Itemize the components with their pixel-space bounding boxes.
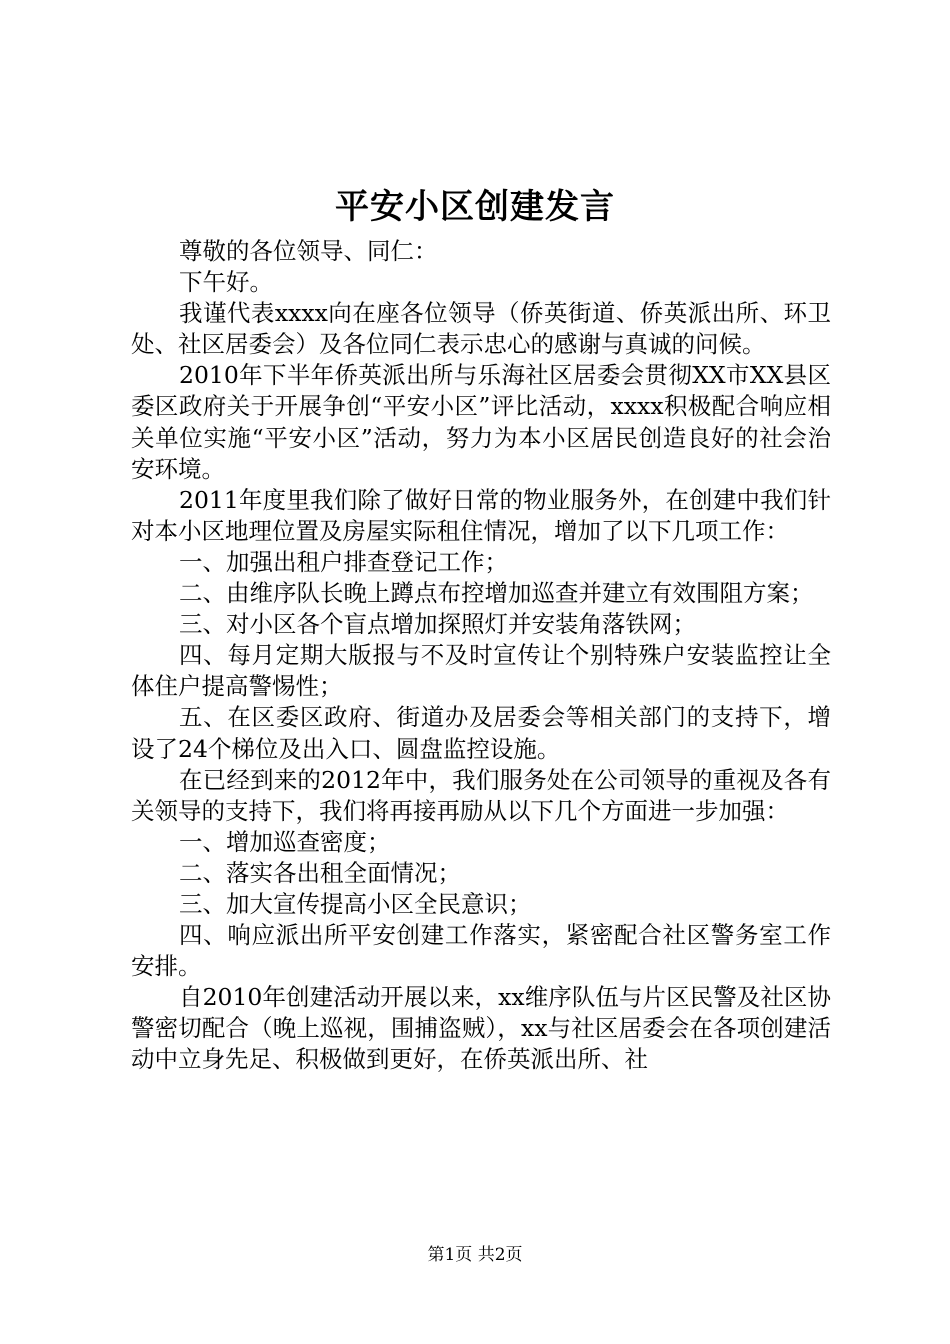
paragraph: 自2010年创建活动开展以来，xx维序队伍与片区民警及社区协警密切配合（晚上巡视，围捕盗贼），xx与社区居委会在各项创建活动中立身先足、积极做到更好，在侨英派出所、社 bbox=[131, 983, 831, 1074]
list-item: 四、每月定期大版报与不及时宣传让个别特殊户安装监控让全体住户提高警惕性； bbox=[131, 641, 831, 701]
list-item: 三、对小区各个盲点增加探照灯并安装角落铁网； bbox=[179, 610, 696, 639]
list-item: 一、加强出租户排查登记工作； bbox=[179, 547, 508, 576]
list-item: 一、增加巡查密度； bbox=[179, 827, 391, 856]
paragraph: 在已经到来的2012年中，我们服务处在公司领导的重视及各有关领导的支持下，我们将再接再励从以下几个方面进一步加强： bbox=[131, 765, 831, 825]
list-item: 四、响应派出所平安创建工作落实，紧密配合社区警务室工作安排。 bbox=[131, 921, 831, 981]
list-item: 二、落实各出租全面情况； bbox=[179, 858, 461, 887]
paragraph: 我谨代表xxxx向在座各位领导（侨英街道、侨英派出所、环卫处、社区居委会）及各位同仁表示忠心的感谢与真诚的问候。 bbox=[131, 299, 831, 359]
paragraph: 2011年度里我们除了做好日常的物业服务外，在创建中我们针对本小区地理位置及房屋实际租住情况，增加了以下几项工作： bbox=[131, 485, 831, 545]
paragraph: 2010年下半年侨英派出所与乐海社区居委会贯彻XX市XX县区委区政府关于开展争创“平安小区”评比活动，xxxx积极配合响应相关单位实施“平安小区”活动，努力为本小区居民创造良好的社会治安环境。 bbox=[131, 361, 831, 483]
document-title: 平安小区创建发言 bbox=[335, 187, 615, 227]
list-item: 二、由维序队长晚上蹲点布控增加巡查并建立有效围阻方案； bbox=[179, 579, 814, 608]
list-item: 三、加大宣传提高小区全民意识； bbox=[179, 889, 532, 918]
document-body bbox=[131, 236, 831, 1076]
page-footer: 第1页 共2页 bbox=[427, 1245, 523, 1265]
paragraph-greeting: 下午好。 bbox=[179, 268, 273, 297]
list-item: 五、在区委区政府、街道办及居委会等相关部门的支持下，增设了24个梯位及出入口、圆盘监控设施。 bbox=[131, 703, 831, 763]
paragraph-salutation: 尊敬的各位领导、同仁： bbox=[179, 237, 438, 265]
